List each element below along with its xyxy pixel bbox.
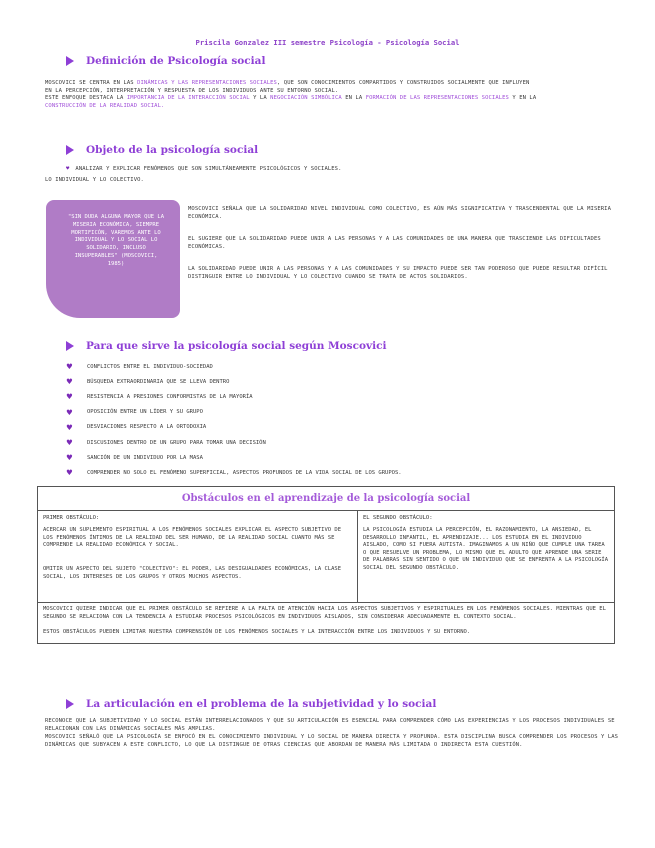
heart-icon: ♥ <box>66 422 73 432</box>
section-objeto-title <box>66 144 258 156</box>
first-obstacle-label: PRIMER OBSTÁCULO: <box>43 515 100 521</box>
table-cell-first-obstacle <box>38 511 358 603</box>
list-item: ♥ BÚSQUEDA EXTRAORDINARIA QUE SE LLEVA DENTRO <box>66 377 230 387</box>
table-footer-text-1: MOSCOVICI QUIERE INDICAR QUE EL PRIMER OBSTÁCULO SE REFIERE A LA FALTA DE ATENCIÓN HACIA LOS ASPECTOS SUBJETIVOS Y ESPIRITUALES EN LOS FENÓMENOS SOCIALES. MIENTRAS QUE EL SEGUNDO SE RELACIONA CON LA TENDENCIA A ESTUDIAR PROCESOS PSICOLÓGICOS EN INDIVIDUOS AISLADOS, SIN CONSIDERAR ADECUADAMENTE EL CONTEXTO SOCIAL. <box>43 606 606 620</box>
table-title: Obstáculos en el aprendizaje de la psicología social <box>38 487 614 511</box>
section-definicion-title <box>66 55 265 67</box>
articulacion-paragraph-2: MOSCOVICI SEÑALÓ QUE LA PSICOLOGÍA SE ENFOCÓ EN EL CONOCIMIENTO INDIVIDUAL Y LO SOCIAL DE MANERA DIRECTA Y PROFUNDA. ESTA DISCIPLINA BUSCA COMPRENDER LOS PROCESOS Y LAS DINÁMICAS QUE SUBYACEN A ESTE CONFLICTO, LO QUE LA DISTINGUE DE OTRAS CIENCIAS QUE ABORDAN DE MANERA MÁS LIMITADA O INDIRECTA ESTA CUESTIÓN. <box>45 734 619 748</box>
section-title-text: Definición de Psicología social <box>86 55 266 67</box>
heart-icon: ♥ <box>66 453 73 463</box>
heart-icon: ♥ <box>66 468 73 478</box>
triangle-bullet-icon <box>66 341 74 351</box>
second-obstacle-label: EL SEGUNDO OBSTÁCULO: <box>363 515 433 521</box>
table-cell-second-obstacle <box>358 511 614 603</box>
section-title-text: Para que sirve la psicología social según Moscovici <box>86 340 387 352</box>
first-obstacle-text-2: OMITIR UN ASPECTO DEL SUJETO "COLECTIVO": EL PODER, LAS DESIGUALDADES ECONÓMICAS, LA CLASE SOCIAL, LOS INTERESES DE LOS GRUPOS Y OTROS MUCHOS ASPECTOS. <box>43 566 342 580</box>
first-obstacle-text-1: ACERCAR UN SUPLEMENTO ESPIRITUAL A LOS FENÓMENOS SOCIALES EXPLICAR EL ASPECTO SUBJETIVO DE LOS FENÓMENOS ÍNTIMOS DE LA REALIDAD DEL SER HUMANO, DE LA REALIDAD SOCIAL CUANTO MÁS SE COMPRENDE LA REALIDAD ECONÓMICA Y SOCIAL. <box>43 527 342 548</box>
list-item: ♥ SANCIÓN DE UN INDIVIDUO POR LA MASA <box>66 453 203 463</box>
table-row <box>38 511 614 603</box>
obstacles-table <box>37 486 615 644</box>
heart-icon: ♥ <box>66 377 73 387</box>
list-item: ♥ CONFLICTOS ENTRE EL INDIVIDUO-SOCIEDAD <box>66 362 213 372</box>
list-item: ♥ DISCUSIONES DENTRO DE UN GRUPO PARA TOMAR UNA DECISIÓN <box>66 438 266 448</box>
heart-icon: ♥ <box>66 407 73 417</box>
heart-icon: ♥ <box>66 438 73 448</box>
section-para-que-title <box>66 340 386 352</box>
section-title-text: Objeto de la psicología social <box>86 144 259 156</box>
triangle-bullet-icon <box>66 56 74 66</box>
list-item: ♥ RESISTENCIA A PRESIONES CONFORMISTAS DE LA MAYORÍA <box>66 392 253 402</box>
solidaridad-paragraph-3: LA SOLIDARIDAD PUEDE UNIR A LAS PERSONAS Y A LAS COMUNIDADES Y SU IMPACTO PUEDE SER TAN PODEROSO QUE PUEDE RESULTAR DIFÍCIL DISTINGUIR ENTRE LO INDIVIDUAL Y LO COLECTIVO CUANDO SE TRATA DE ACTOS SOLIDARIOS. <box>188 266 608 280</box>
heart-icon: ♥ <box>66 392 73 402</box>
triangle-bullet-icon <box>66 145 74 155</box>
articulacion-paragraph-1: RECONOCE QUE LA SUBJETIVIDAD Y LO SOCIAL ESTÁN INTERRELACIONADOS Y QUE SU ARTICULACIÓN ES ESENCIAL PARA COMPRENDER CÓMO LAS EXPERIENCIAS Y LOS PROCESOS INDIVIDUALES SE RELACIONAN CON LAS DINÁMICAS SOCIALES MÁS AMPLIAS. <box>45 718 615 732</box>
heart-icon: ♥ <box>66 166 70 172</box>
uses-list <box>66 359 402 481</box>
list-item: ♥ DESVIACIONES RESPECTO A LA ORTODOXIA <box>66 422 207 432</box>
triangle-bullet-icon <box>66 699 74 709</box>
second-obstacle-text: LA PSICOLOGÍA ESTUDIA LA PERCEPCIÓN, EL RAZONAMIENTO, LA ANSIEDAD, EL DESARROLLO INFANTIL, EL APRENDIZAJE... LOS ESTUDIA EN EL INDIVIDUO AISLADO, COMO SI FUERA AUTISTA. IMAGINAMOS A UN NIÑO QUE CUMPLE UNA TAREA O QUE RESUELVE UN PROBLEMA, LO MISMO QUE EL ADULTO QUE APRENDE UNA SERIE DE PALABRAS SIN SENTIDO O QUE UN INDIVIDUO QUE SE ENFRENTA A LA PSICOLOGÍA SOCIAL DEL SEGUNDO OBSTÁCULO. <box>363 527 609 571</box>
heart-icon: ♥ <box>66 362 73 372</box>
section-title-text: La articulación en el problema de la subjetividad y lo social <box>86 698 437 710</box>
solidaridad-paragraph-1: MOSCOVICI SEÑALA QUE LA SOLIDARIDAD NIVEL INDIVIDUAL COMO COLECTIVO, ES AÚN MÁS SIGNIFICATIVA Y TRASCENDENTAL QUE LA MISERIA ECONÓMICA. <box>188 206 611 220</box>
objeto-line-1: ♥ ANALIZAR Y EXPLICAR FENÓMENOS QUE SON SIMULTÁNEAMENTE PSICOLÓGICOS Y SOCIALES. <box>66 166 342 172</box>
definition-paragraph: MOSCOVICI SE CENTRA EN LAS DINÁMICAS Y LAS REPRESENTACIONES SOCIALES, QUE SON CONOCIMIENTOS COMPARTIDOS Y CONSTRUIDOS SOCIALMENTE QUE INFLUYEN EN LA PERCEPCIÓN, INTERPRETACIÓN Y RESPUESTA DE LOS INDIVIDUOS ANTE SU ENTORNO SOCIAL. ESTE ENFOQUE DESTACA LA IMPORTANCIA DE LA INTERACCIÓN SOCIAL Y LA NEGOCIACIÓN SIMBÓLICA EN LA FORMACIÓN DE LAS REPRESENTACIONES SOCIALES Y EN LA CONSTRUCCIÓN DE LA REALIDAD SOCIAL. <box>45 80 537 109</box>
objeto-line-2: LO INDIVIDUAL Y LO COLECTIVO. <box>45 177 144 183</box>
quote-text: "SIN DUDA ALGUNA MAYOR QUE LA MISERIA ECONÓMICA, SIEMPRE MORTIFICÓN, VAREMOS ANTE LO INDIVIDUAL Y LO SOCIAL LO SOLIDARIO, INCLUSO INSUPERABLES" (MOSCOVICI, 1985) <box>67 214 165 267</box>
solidaridad-paragraph-2: EL SUGIERE QUE LA SOLIDARIDAD PUEDE UNIR A LAS PERSONAS Y A LAS COMUNIDADES DE UNA MANERA QUE TRASCIENDE LAS DIFICULTADES ECONÓMICAS. <box>188 236 601 250</box>
list-item: ♥ COMPRENDER NO SOLO EL FENÓMENO SUPERFICIAL, ASPECTOS PROFUNDOS DE LA VIDA SOCIAL DE LOS GRUPOS. <box>66 468 402 478</box>
table-footer-text-2: ESTOS OBSTÁCULOS PUEDEN LIMITAR NUESTRA COMPRENSIÓN DE LOS FENÓMENOS SOCIALES Y LA INTERACCIÓN ENTRE LOS INDIVIDUOS Y SU ENTORNO. <box>43 629 471 635</box>
section-articulacion-title <box>66 698 436 710</box>
list-item: ♥ OPOSICIÓN ENTRE UN LÍDER Y SU GRUPO <box>66 407 203 417</box>
document-header: Priscila Gonzalez III semestre Psicología - Psicología Social <box>195 38 460 47</box>
